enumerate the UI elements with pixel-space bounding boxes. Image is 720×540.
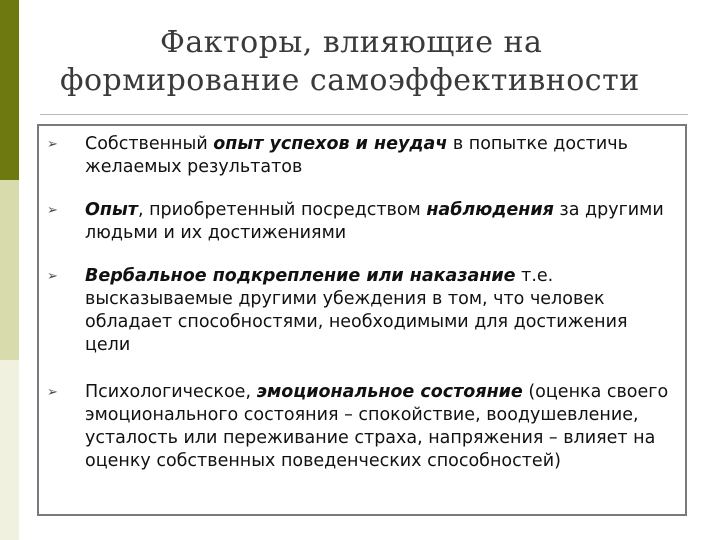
list-item-text	[85, 381, 677, 473]
item-text-emphasis: Вербальное подкрепление или наказание	[85, 266, 516, 286]
item-text-emphasis: наблюдения	[426, 200, 554, 220]
item-text-regular: за другими людьми и их достижениями	[85, 200, 664, 243]
slide-title-line-2: формирование самоэффективности	[60, 63, 640, 98]
item-text-regular: , приобретенный посредством	[137, 200, 427, 220]
item-text-regular: Психологическое,	[85, 382, 257, 402]
sidebar-block-pale	[0, 360, 19, 540]
list-item-text	[85, 265, 677, 357]
slide-title	[40, 24, 680, 100]
list-item-text	[85, 199, 677, 245]
slide-title-line-1: Факторы, влияющие на	[160, 25, 543, 60]
list-item	[47, 265, 677, 357]
arrowhead-bullet-icon: ➢	[47, 203, 58, 218]
item-text-emphasis: Опыт	[85, 200, 138, 220]
item-text-emphasis: опыт успехов и неудач	[213, 134, 448, 154]
list-item	[47, 199, 677, 245]
list-item	[47, 133, 677, 179]
sidebar-block-light	[0, 180, 19, 360]
item-text-regular: Собственный	[85, 134, 214, 154]
title-divider	[40, 114, 688, 115]
item-text-emphasis: эмоциональное состояние	[256, 382, 523, 402]
list-item	[47, 381, 677, 473]
arrowhead-bullet-icon: ➢	[47, 269, 58, 284]
sidebar-block-dark	[0, 0, 19, 180]
decorative-sidebar	[0, 0, 19, 540]
item-text-regular: в попытке достичь желаемых результатов	[85, 134, 628, 177]
item-text-regular: (оценка своего эмоционального состояния – спокойствие, воодушевление, усталость или переживание страха, напряжения – влияет на оценку собственных поведенческих способностей)	[85, 382, 669, 471]
arrowhead-bullet-icon: ➢	[47, 137, 58, 152]
item-text-regular: т.е. высказываемые другими убеждения в том, что человек обладает способностями, необходимыми для достижения цели	[85, 266, 628, 355]
list-item-text	[85, 133, 677, 179]
arrowhead-bullet-icon: ➢	[47, 385, 58, 400]
